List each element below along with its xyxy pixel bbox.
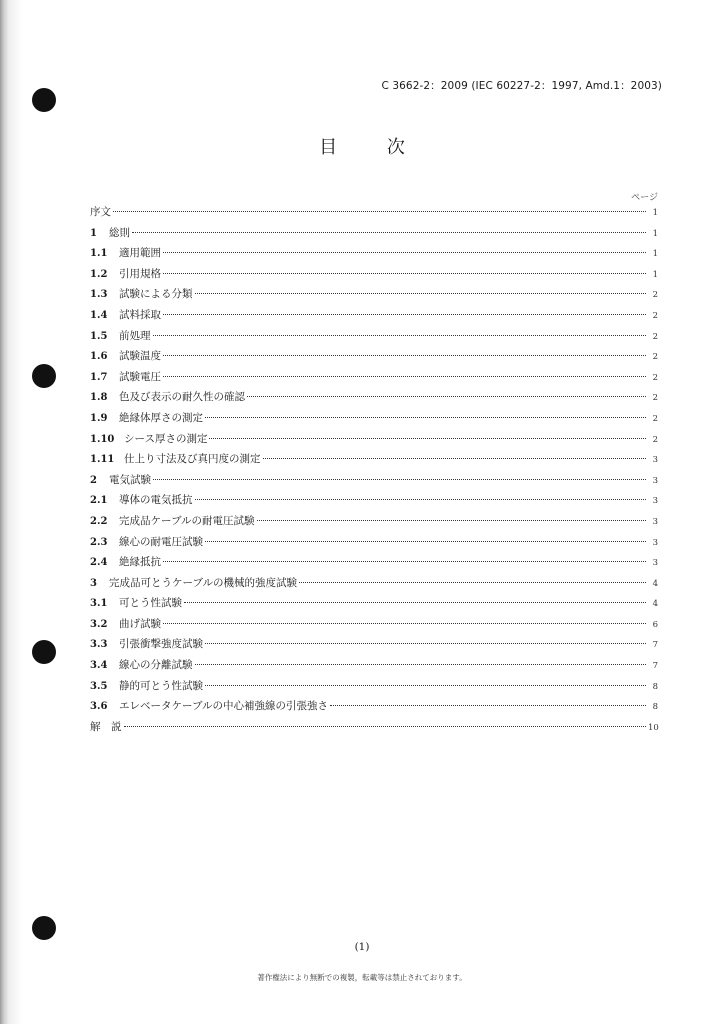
dot-leader [113,211,646,212]
toc-entry-title: エレベータケーブルの中心補強線の引張強さ [119,700,329,713]
toc-entry-number: 1.10 [90,433,115,445]
toc-entry-title: 絶縁体厚さの測定 [119,411,203,424]
toc-entry-page: 2 [652,413,658,424]
toc-entry-page: 2 [652,352,658,363]
toc-entry-title: シース厚さの測定 [124,432,208,445]
toc-entry-number: 1.1 [90,248,108,260]
toc-entry-title: 引用規格 [119,267,161,280]
toc-entry[interactable] [90,616,658,637]
toc-entry-page: 1 [652,228,658,239]
dot-leader [163,273,646,274]
toc-entry[interactable] [90,534,658,555]
toc-entry[interactable] [90,554,658,575]
toc-entry-page: 2 [652,310,658,321]
toc-entry-title: 可とう性試験 [119,597,182,610]
toc-entry-number: 1.3 [90,289,108,301]
toc-entry[interactable] [90,678,658,699]
binder-hole [32,640,56,664]
toc-entry[interactable] [90,492,658,513]
toc-entry-page: 4 [652,578,658,589]
dot-leader [195,664,647,665]
toc-entry[interactable] [90,575,658,596]
binder-hole [32,364,56,388]
toc-entry-number: 2.1 [90,495,108,507]
toc-entry-title: 試料採取 [119,308,161,321]
toc-entry-page: 3 [652,537,658,548]
toc-entry-title: 曲げ試験 [119,617,161,630]
toc-entry-page: 1 [652,269,658,280]
dot-leader [330,705,646,706]
toc-entry-number: 2.2 [90,515,108,527]
toc-entry-page: 7 [652,640,658,651]
dot-leader [263,458,647,459]
toc-entry-title: 導体の電気抵抗 [119,494,193,507]
toc-entry-number: 1.7 [90,371,108,383]
toc-entry-title: 引張衝撃強度試験 [119,638,203,651]
toc-entry[interactable] [90,410,658,431]
toc-entry-title: 試験電圧 [119,370,161,383]
dot-leader [163,376,646,377]
toc-entry-page: 2 [652,372,658,383]
dot-leader [163,355,646,356]
toc-entry-title: 前処理 [119,329,151,342]
dot-leader [163,561,646,562]
dot-leader [247,396,646,397]
toc-entry-page: 1 [652,208,658,218]
toc-entry-page: 8 [652,681,658,692]
page-column-label: ページ [631,193,658,203]
dot-leader [209,438,646,439]
toc-entry-title: 電気試験 [109,473,151,486]
toc-entry-number: 1.4 [90,309,108,321]
toc-entry[interactable] [90,513,658,534]
toc-entry-number: 3.6 [90,701,108,713]
toc-entry-number: 3 [90,577,97,589]
toc-entry-title: 適用範囲 [119,247,161,260]
toc-entry-page: 2 [652,290,658,301]
toc-entry[interactable] [90,204,658,225]
toc-entry-page: 1 [652,249,658,260]
dot-leader [299,582,646,583]
toc-entry-title: 完成品ケーブルの耐電圧試験 [119,514,255,527]
toc-entry-page: 6 [652,619,658,630]
toc-entry[interactable] [90,225,658,246]
toc-entry-number: 2.4 [90,557,108,569]
toc-entry-page: 8 [652,702,658,713]
dot-leader [124,726,647,727]
toc-entry-number: 3.5 [90,680,108,692]
toc-entry-title: 線心の耐電圧試験 [119,535,203,548]
toc-entry[interactable] [90,348,658,369]
toc-entry-page: 2 [652,393,658,404]
toc-entry-page: 3 [652,516,658,527]
page-number: (1) [354,941,370,953]
toc-entry-page: 3 [652,558,658,569]
toc-entry-number: 3.3 [90,639,108,651]
toc-entry-page: 3 [652,475,658,486]
toc-entry[interactable] [90,266,658,287]
toc-entry-title: 完成品可とうケーブルの機械的強度試験 [109,576,298,589]
dot-leader [257,520,646,521]
toc-entry[interactable] [90,451,658,472]
toc-entry-number: 1.6 [90,351,108,363]
toc-entry-title: 色及び表示の耐久性の確認 [119,391,245,404]
dot-leader [184,602,646,603]
dot-leader [205,541,646,542]
toc-entry-title: 総則 [109,226,130,239]
toc-entry[interactable] [90,595,658,616]
toc-entry-page: 3 [652,496,658,507]
toc-entry-number: 1.9 [90,412,108,424]
page-title: 目 次 [319,137,427,158]
dot-leader [205,417,646,418]
toc-entry-number: 2.3 [90,536,108,548]
dot-leader [153,479,646,480]
toc-entry[interactable] [90,431,658,452]
toc-entry-page: 7 [652,661,658,672]
toc-entry[interactable] [90,657,658,678]
toc-entry-number: 2 [90,474,97,486]
toc-entry[interactable] [90,245,658,266]
dot-leader [132,232,646,233]
dot-leader [195,293,647,294]
toc-entry[interactable] [90,286,658,307]
toc-entry-page: 10 [648,722,659,733]
copyright-notice: 著作権法により無断での複製，転載等は禁止されております。 [257,973,467,982]
toc-entry[interactable] [90,307,658,328]
table-of-contents [90,204,658,739]
toc-entry-number: 1 [90,227,97,239]
toc-entry-title: 解 説 [90,720,122,733]
dot-leader [205,685,646,686]
document-identifier: C 3662-2：2009 (IEC 60227-2：1997, Amd.1：2003) [381,80,662,92]
toc-entry-number: 1.8 [90,392,108,404]
dot-leader [195,499,647,500]
dot-leader [163,623,646,624]
toc-entry[interactable] [90,328,658,349]
toc-entry-number: 1.11 [90,454,115,466]
toc-entry-page: 2 [652,331,658,342]
toc-entry-title: 線心の分離試験 [119,659,193,672]
binder-hole [32,916,56,940]
toc-entry-page: 3 [652,455,658,466]
binder-hole [32,88,56,112]
toc-entry-title: 静的可とう性試験 [119,679,203,692]
toc-entry-title: 試験による分類 [119,288,193,301]
dot-leader [163,314,646,315]
toc-entry[interactable] [90,698,658,719]
toc-entry-page: 4 [652,599,658,610]
toc-entry[interactable] [90,636,658,657]
toc-entry-number: 1.5 [90,330,108,342]
dot-leader [163,252,646,253]
toc-entry-number: 3.4 [90,660,108,672]
toc-entry-page: 2 [652,434,658,445]
toc-entry-title: 試験温度 [119,350,161,363]
toc-entry[interactable] [90,719,658,740]
toc-entry-number: 3.2 [90,618,108,630]
toc-entry[interactable] [90,389,658,410]
toc-entry-number: 3.1 [90,598,108,610]
dot-leader [205,643,646,644]
toc-entry-title: 序文 [90,206,111,218]
toc-entry-number: 1.2 [90,268,108,280]
toc-entry[interactable] [90,472,658,493]
dot-leader [153,335,647,336]
toc-entry-title: 仕上り寸法及び真円度の測定 [124,453,261,466]
toc-entry[interactable] [90,369,658,390]
toc-entry-title: 絶縁抵抗 [119,556,161,569]
